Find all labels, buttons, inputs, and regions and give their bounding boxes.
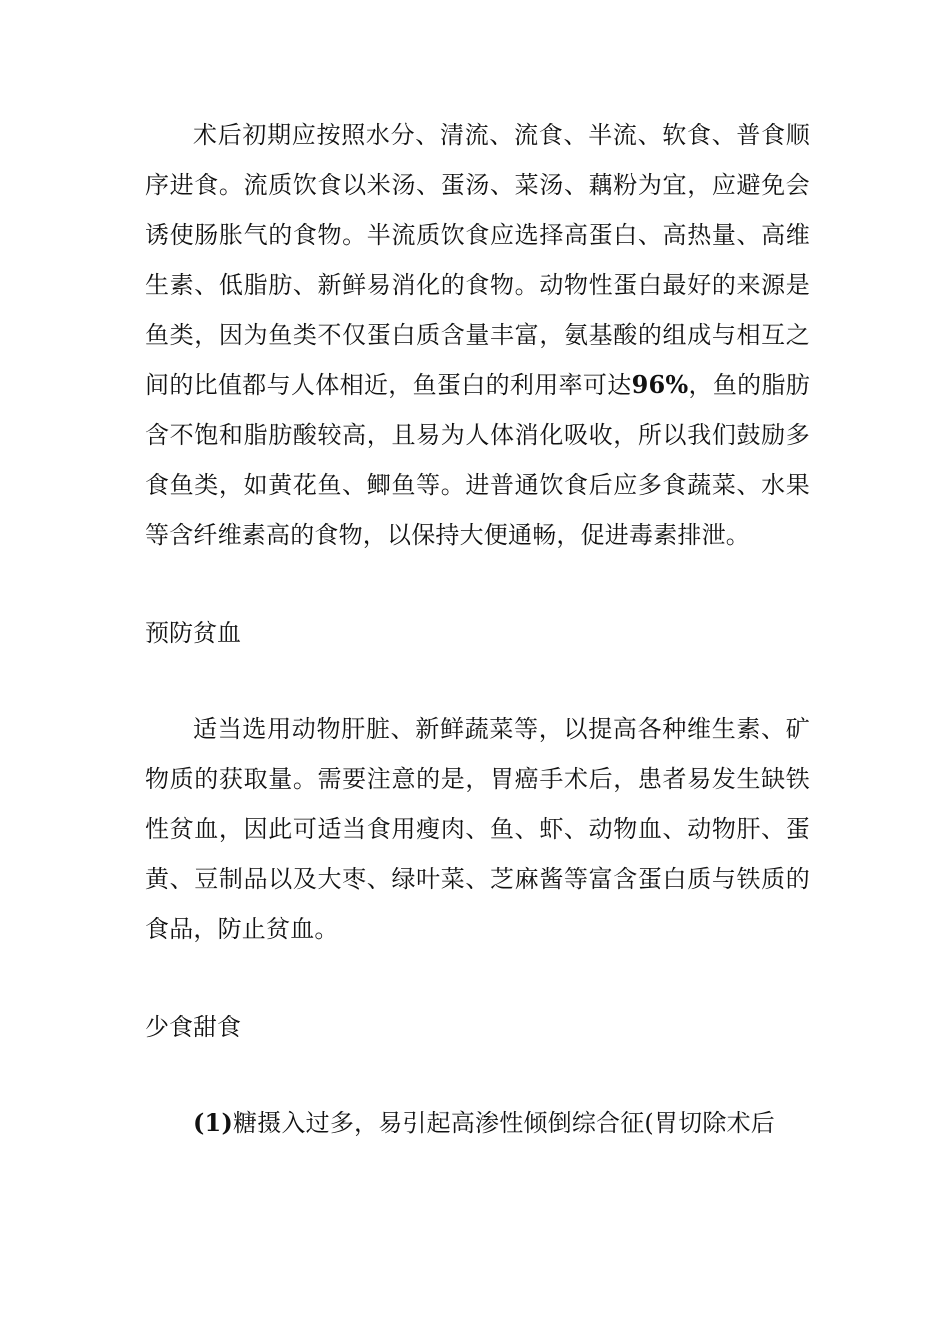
paragraph-text: 术后初期应按照水分、清流、流食、半流、软食、普食顺序进食。流质饮食以米汤、蛋汤、菜汤、藕粉为宜，应避免会诱使肠胀气的食物。半流质饮食应选择高蛋白、高热量、高维生素、低脂肪、新鲜易消化的食物。动物性蛋白最好的来源是鱼类，因为鱼类不仅蛋白质含量丰富，氨基酸的组成与相互之间的比值都与人体相近，鱼蛋白的利用率可达 — [145, 121, 810, 399]
paragraph-text: ，鱼的脂肪含不饱和脂肪酸较高，且易为人体消化吸收，所以我们鼓励多食鱼类，如黄花鱼、鲫鱼等。进普通饮食后应多食蔬菜、水果等含纤维素高的食物，以保持大便通畅，促进毒素排泄。 — [145, 371, 811, 549]
section-heading-prevent-anemia: 预防贫血 — [145, 619, 241, 647]
document-page — [145, 110, 810, 1148]
section-heading-less-sweets: 少食甜食 — [145, 1013, 241, 1041]
paragraph-sugar — [145, 1098, 810, 1148]
paragraph-post-surgery-diet — [145, 110, 810, 560]
list-number: (1) — [193, 1108, 234, 1137]
paragraph-anemia: 适当选用动物肝脏、新鲜蔬菜等，以提高各种维生素、矿物质的获取量。需要注意的是，胃癌手术后，患者易发生缺铁性贫血，因此可适当食用瘦肉、鱼、虾、动物血、动物肝、蛋黄、豆制品以及大枣、绿叶菜、芝麻酱等富含蛋白质与铁质的食品，防止贫血。 — [145, 715, 810, 943]
paragraph-text: 糖摄入过多，易引起高渗性倾倒综合征(胃切除术后 — [233, 1109, 775, 1137]
percentage-value: 96% — [631, 370, 689, 399]
